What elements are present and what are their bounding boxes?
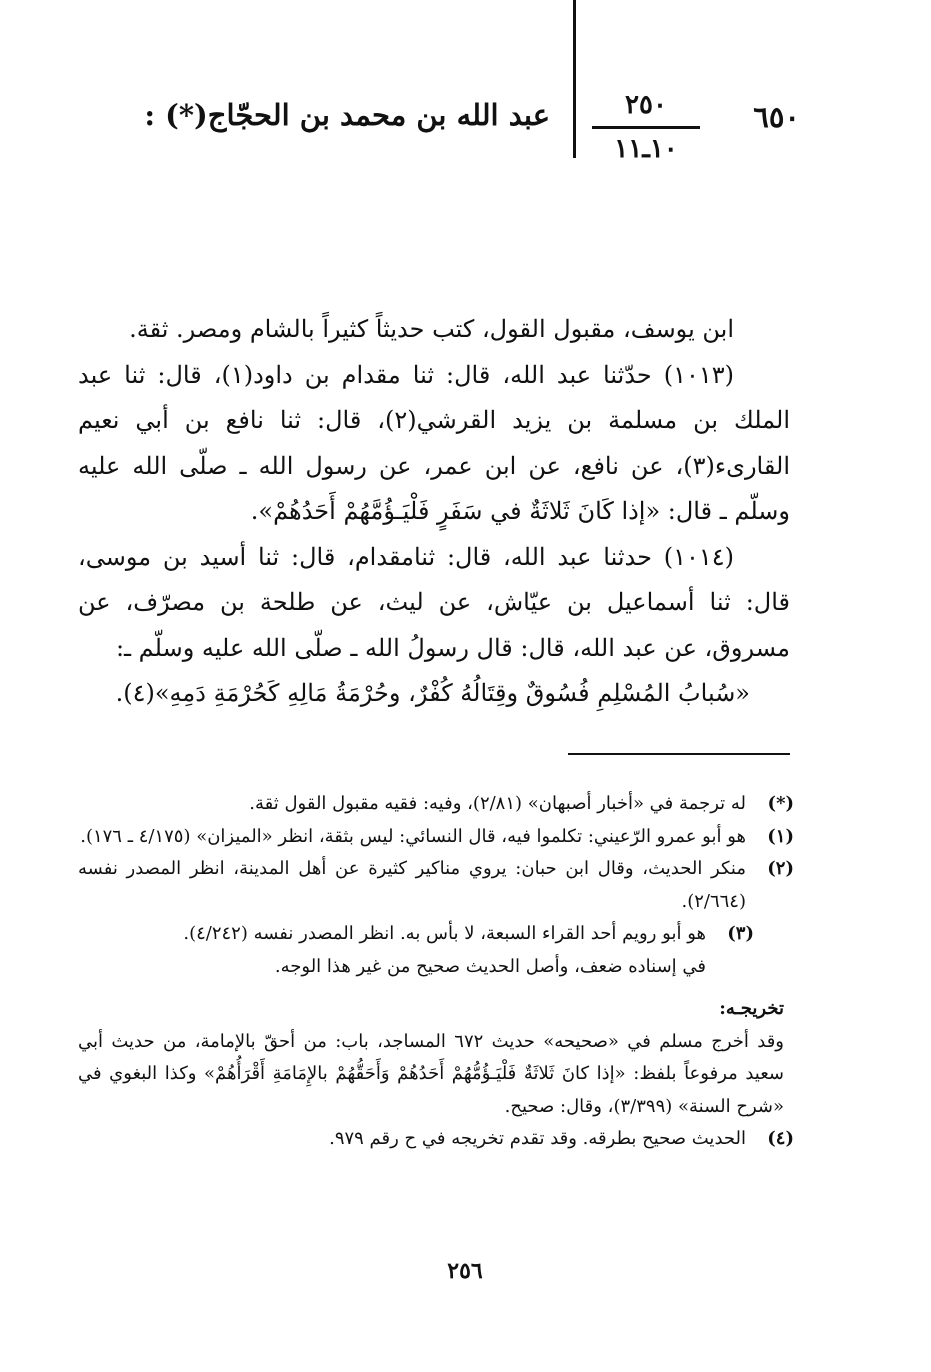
hadith-quote: «سُبابُ المُسْلِمِ فُسُوقٌ وقِتَالُهُ كُفْرٌ، وحُرْمَةُ مَالِهِ كَحُرْمَةِ دَمِهِ»(٤).	[115, 679, 750, 707]
entry-fraction	[592, 88, 700, 169]
entry-number: ٦٥٠	[753, 100, 800, 134]
paragraph-biography: ابن يوسف، مقبول القول، كتب حديثاً كثيراً بالشام ومصر. ثقة.	[129, 315, 734, 343]
footnote-2-text: منكر الحديث، وقال ابن حبان: يروي مناكير كثيرة عن أهل المدينة، انظر المصدر نفسه (٢/٦٦٤).	[78, 858, 746, 912]
footnote-2-mark: (٢)	[767, 858, 794, 879]
footnote-1	[78, 821, 794, 854]
footnote-star-mark: (*)	[767, 793, 794, 814]
paragraph-hadith-1013: (١٠١٣) حدّثنا عبد الله، قال: ثنا مقدام بن داود(١)، قال: ثنا عبد الملك بن مسلمة بن يزيد القرشي(٢)، قال: ثنا نافع بن أبي نعيم القارىء(٣)، عن نافع، عن ابن عمر، عن رسول الله ـ صلّى الله عليه وسلّم ـ قال: «إذا كَانَ ثَلاثَةٌ في سَفَرٍ فَلْيَـؤُمَّهُمْ أَحَدُهُمْ».	[78, 360, 790, 525]
takhrij-text: وقد أخرج مسلم في «صحيحه» حديث ٦٧٢ المساجد، باب: من أحقّ بالإمامة، من حديث أبي سعيد مرفوعاً بلفظ: «إذا كانَ ثَلاثَةٌ فَلْيَـؤُمُّهُمْ أَحَدُهُمْ وَأَحَقُّهُمْ بالإِمَامَةِ أَقْرَأُهُمْ» وكذا البغوي في «شرح السنة» (٣/٣٩٩)، وقال: صحيح.	[78, 1030, 785, 1117]
footnote-1-text: هو أبو عمرو الرّعيني: تكلموا فيه، قال النسائي: ليس بثقة، انظر «الميزان» (٤/١٧٥ ـ ١٧٦).	[80, 825, 746, 847]
footnote-4	[78, 1123, 794, 1156]
footnote-star	[78, 788, 794, 821]
footnote-3-mark: (٣)	[727, 923, 754, 944]
main-text	[78, 307, 790, 717]
header-divider	[573, 0, 576, 158]
takhrij-heading: تخريجـه:	[719, 998, 784, 1019]
footnote-separator	[568, 753, 790, 755]
footnote-3-text: هو أبو رويم أحد القراء السبعة، لا بأس به. انظر المصدر نفسه (٤/٢٤٢).	[183, 923, 706, 944]
narrator-title: عبد الله بن محمد بن الحجّاج(*) :	[144, 98, 550, 132]
footnote-3	[78, 918, 794, 951]
footnote-2	[78, 853, 794, 918]
fraction-bottom: ١٠ـ١١	[614, 134, 678, 164]
footnote-1-mark: (١)	[767, 825, 794, 847]
paragraph-hadith-1014: (١٠١٤) حدثنا عبد الله، قال: ثنامقدام، قال: ثنا أسيد بن موسى، قال: ثنا أسماعيل بن عيّاش، عن ليث، عن طلحة بن مصرّف، عن مسروق، عن عبد الله، قال: قال رسولُ الله ـ صلّى الله عليه وسلّم ـ:	[78, 542, 790, 662]
footnotes	[78, 788, 794, 1156]
fraction-top: ٢٥٠	[592, 88, 700, 129]
footnote-4-text: الحديث صحيح بطرقه. وقد تقدم تخريجه في ح رقم ٩٧٩.	[329, 1128, 746, 1149]
page-number: ٢٥٦	[447, 1258, 483, 1284]
footnote-4-mark: (٤)	[767, 1128, 794, 1149]
isnad-note: في إسناده ضعف، وأصل الحديث صحيح من غير هذا الوجه.	[274, 955, 706, 977]
footnote-star-text: له ترجمة في «أخبار أصبهان» (٢/٨١)، وفيه: فقيه مقبول القول ثقة.	[249, 793, 746, 814]
